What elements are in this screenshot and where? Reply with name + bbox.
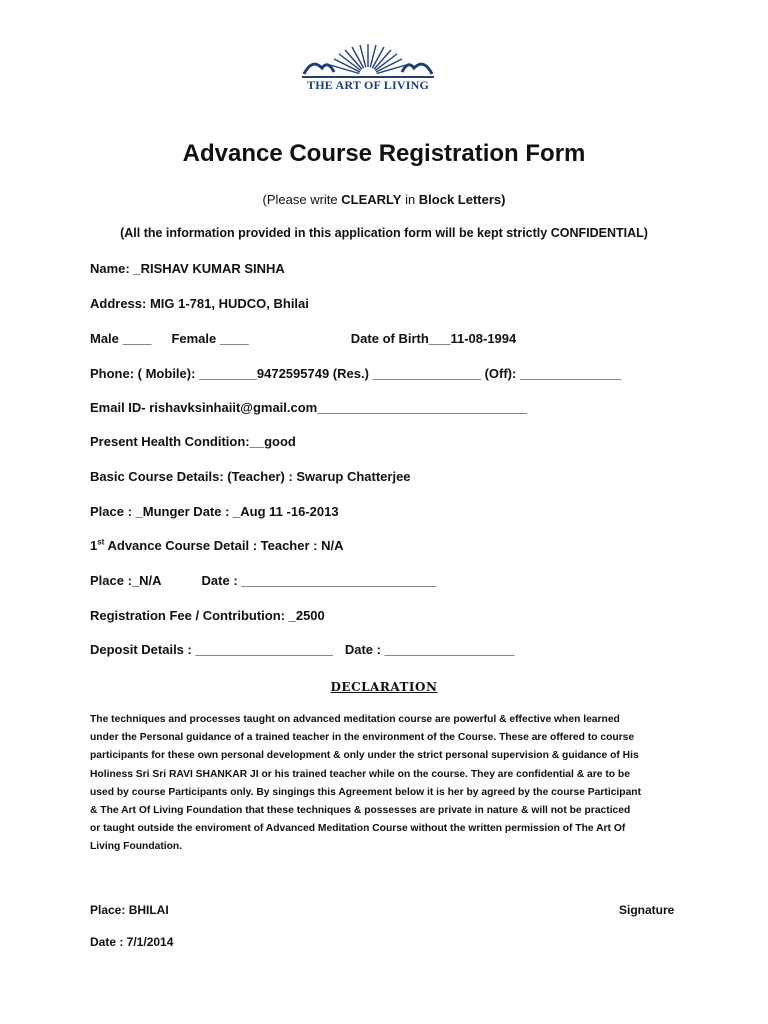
declaration-line: Holiness Sri Sri RAVI SHANKAR JI or his trained teacher while on the course. They are confidential & are to be — [90, 768, 630, 780]
gender-dob-row — [90, 331, 516, 346]
advance-course-field — [90, 538, 343, 553]
email-field: Email ID- rishavksinhaiit@gmail.com_____________________________ — [90, 400, 527, 415]
declaration-title: DECLARATION — [330, 680, 438, 694]
female-field: Female ____ — [171, 331, 249, 346]
advance-date-field: Date : ___________________________ — [201, 573, 437, 588]
deposit-date-field: Date : __________________ — [344, 642, 515, 657]
logo-text: THE ART OF LIVING — [306, 78, 429, 92]
art-of-living-logo — [300, 40, 436, 98]
deposit-field: Deposit Details : ___________________ — [90, 642, 333, 657]
page-title: Advance Course Registration Form — [182, 140, 586, 167]
write-prefix: (Please write — [262, 192, 342, 207]
signature-label: Signature — [619, 903, 675, 917]
place-footer: Place: BHILAI — [90, 903, 169, 917]
advance-place-row — [90, 573, 437, 588]
write-clearly: CLEARLY — [341, 192, 402, 207]
fee-field: Registration Fee / Contribution: _2500 — [90, 608, 325, 623]
declaration-line: The techniques and processes taught on advanced meditation course are powerful & effective when learned — [90, 714, 620, 725]
write-instruction — [0, 192, 768, 207]
write-block-letters: Block Letters) — [418, 192, 506, 207]
confidential-note: (All the information provided in this application form will be kept strictly CONFIDENTIAL) — [120, 226, 648, 240]
male-field: Male ____ — [90, 331, 152, 346]
declaration-line: under the Personal guidance of a trained teacher in the environment of the Course. These are offered to course — [90, 732, 635, 744]
basic-course-field: Basic Course Details: (Teacher) : Swarup Chatterjee — [90, 469, 411, 484]
declaration-line: or taught outside the enviroment of Advanced Meditation Course without the written permission of The Art Of — [90, 823, 626, 835]
declaration-line: Living Foundation. — [90, 841, 183, 853]
declaration-line: used by course Participants only. By singings this Agreement below it is her by agreed by the course Participant — [90, 786, 642, 798]
advance-prefix: 1 — [90, 538, 98, 553]
advance-rest: Advance Course Detail : Teacher : N/A — [104, 538, 344, 553]
write-in: in — [401, 192, 419, 207]
advance-place-field: Place :_N/A — [90, 573, 162, 588]
phone-field: Phone: ( Mobile): ________9472595749 (Res.) _______________ (Off): ______________ — [90, 366, 622, 381]
declaration-body — [90, 711, 670, 857]
sun-rays-icon — [300, 40, 436, 80]
deposit-row — [90, 642, 515, 657]
name-field: Name: _RISHAV KUMAR SINHA — [90, 261, 285, 276]
health-field: Present Health Condition:__good — [90, 434, 296, 449]
declaration-line: & The Art Of Living Foundation that these techniques & possesses are private in nature & will not be practiced — [90, 805, 631, 817]
basic-place-date-field: Place : _Munger Date : _Aug 11 -16-2013 — [90, 504, 339, 519]
date-footer: Date : 7/1/2014 — [90, 935, 174, 949]
address-field: Address: MIG 1-781, HUDCO, Bhilai — [90, 296, 309, 311]
dob-field: Date of Birth___11-08-1994 — [350, 331, 517, 346]
declaration-line: participants for these own personal development & only under the strict personal supervision & guidance of His — [90, 750, 639, 762]
advance-sup: st — [97, 537, 105, 547]
